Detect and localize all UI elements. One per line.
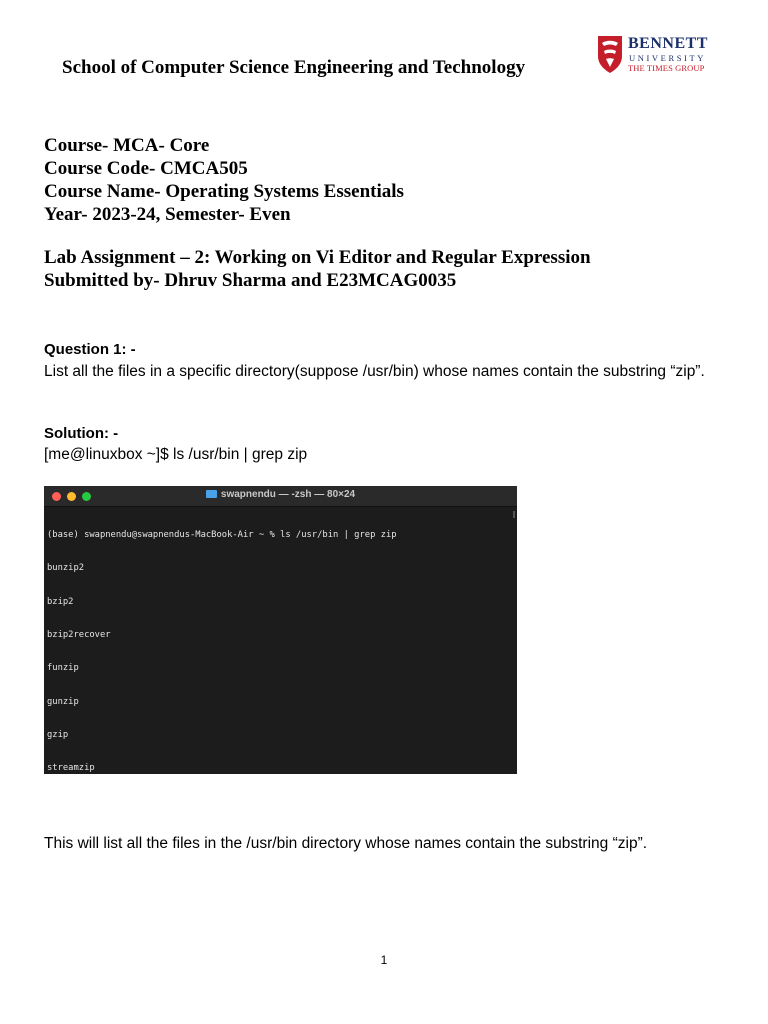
- terminal-title: [44, 489, 517, 500]
- terminal-output-line: funzip: [47, 663, 79, 674]
- logo-sub: UNIVERSITY: [629, 53, 706, 63]
- course-info: [44, 134, 404, 226]
- terminal-output-line: bzip2: [47, 596, 74, 607]
- page-number: 1: [380, 953, 388, 967]
- assignment-info: [44, 246, 591, 292]
- logo-group: THE TIMES GROUP: [628, 63, 705, 73]
- shield-icon: [596, 34, 624, 74]
- question-text: List all the files in a specific directory(suppose /usr/bin) whose names contain the substring “zip”.: [44, 363, 705, 380]
- course-line: Course- MCA- Core: [44, 135, 210, 156]
- terminal-titlebar: [44, 486, 517, 507]
- course-code-line: Course Code- CMCA505: [44, 158, 248, 179]
- submitted-by: Submitted by- Dhruv Sharma and E23MCAG0035: [44, 270, 457, 291]
- terminal-output-line: gzip: [47, 729, 69, 740]
- explanation-text: This will list all the files in the /usr/bin directory whose names contain the substring “zip”.: [44, 835, 648, 852]
- solution-heading: Solution: -: [44, 425, 119, 442]
- terminal-command-line: (base) swapnendu@swapnendus-MacBook-Air ~ % ls /usr/bin | grep zip: [47, 530, 397, 541]
- question-heading: Question 1: -: [44, 341, 136, 358]
- university-logo: [596, 34, 720, 78]
- school-title: School of Computer Science Engineering and Technology: [62, 57, 526, 78]
- terminal-title-text: swapnendu — -zsh — 80×24: [220, 489, 356, 500]
- scroll-indicator: [513, 511, 515, 518]
- terminal-output: [47, 508, 512, 774]
- terminal-output-line: gunzip: [47, 696, 79, 707]
- terminal-output-line: bzip2recover: [47, 630, 111, 641]
- terminal-output-line: streamzip: [47, 763, 95, 774]
- logo-name: BENNETT: [628, 35, 708, 52]
- solution-command: [me@linuxbox ~]$ ls /usr/bin | grep zip: [44, 446, 308, 463]
- folder-icon: [206, 490, 217, 498]
- assignment-title: Lab Assignment – 2: Working on Vi Editor and Regular Expression: [44, 247, 591, 268]
- year-line: Year- 2023-24, Semester- Even: [44, 204, 291, 225]
- terminal-screenshot: [44, 486, 517, 774]
- course-name-line: Course Name- Operating Systems Essentials: [44, 181, 404, 202]
- terminal-output-line: bunzip2: [47, 563, 85, 574]
